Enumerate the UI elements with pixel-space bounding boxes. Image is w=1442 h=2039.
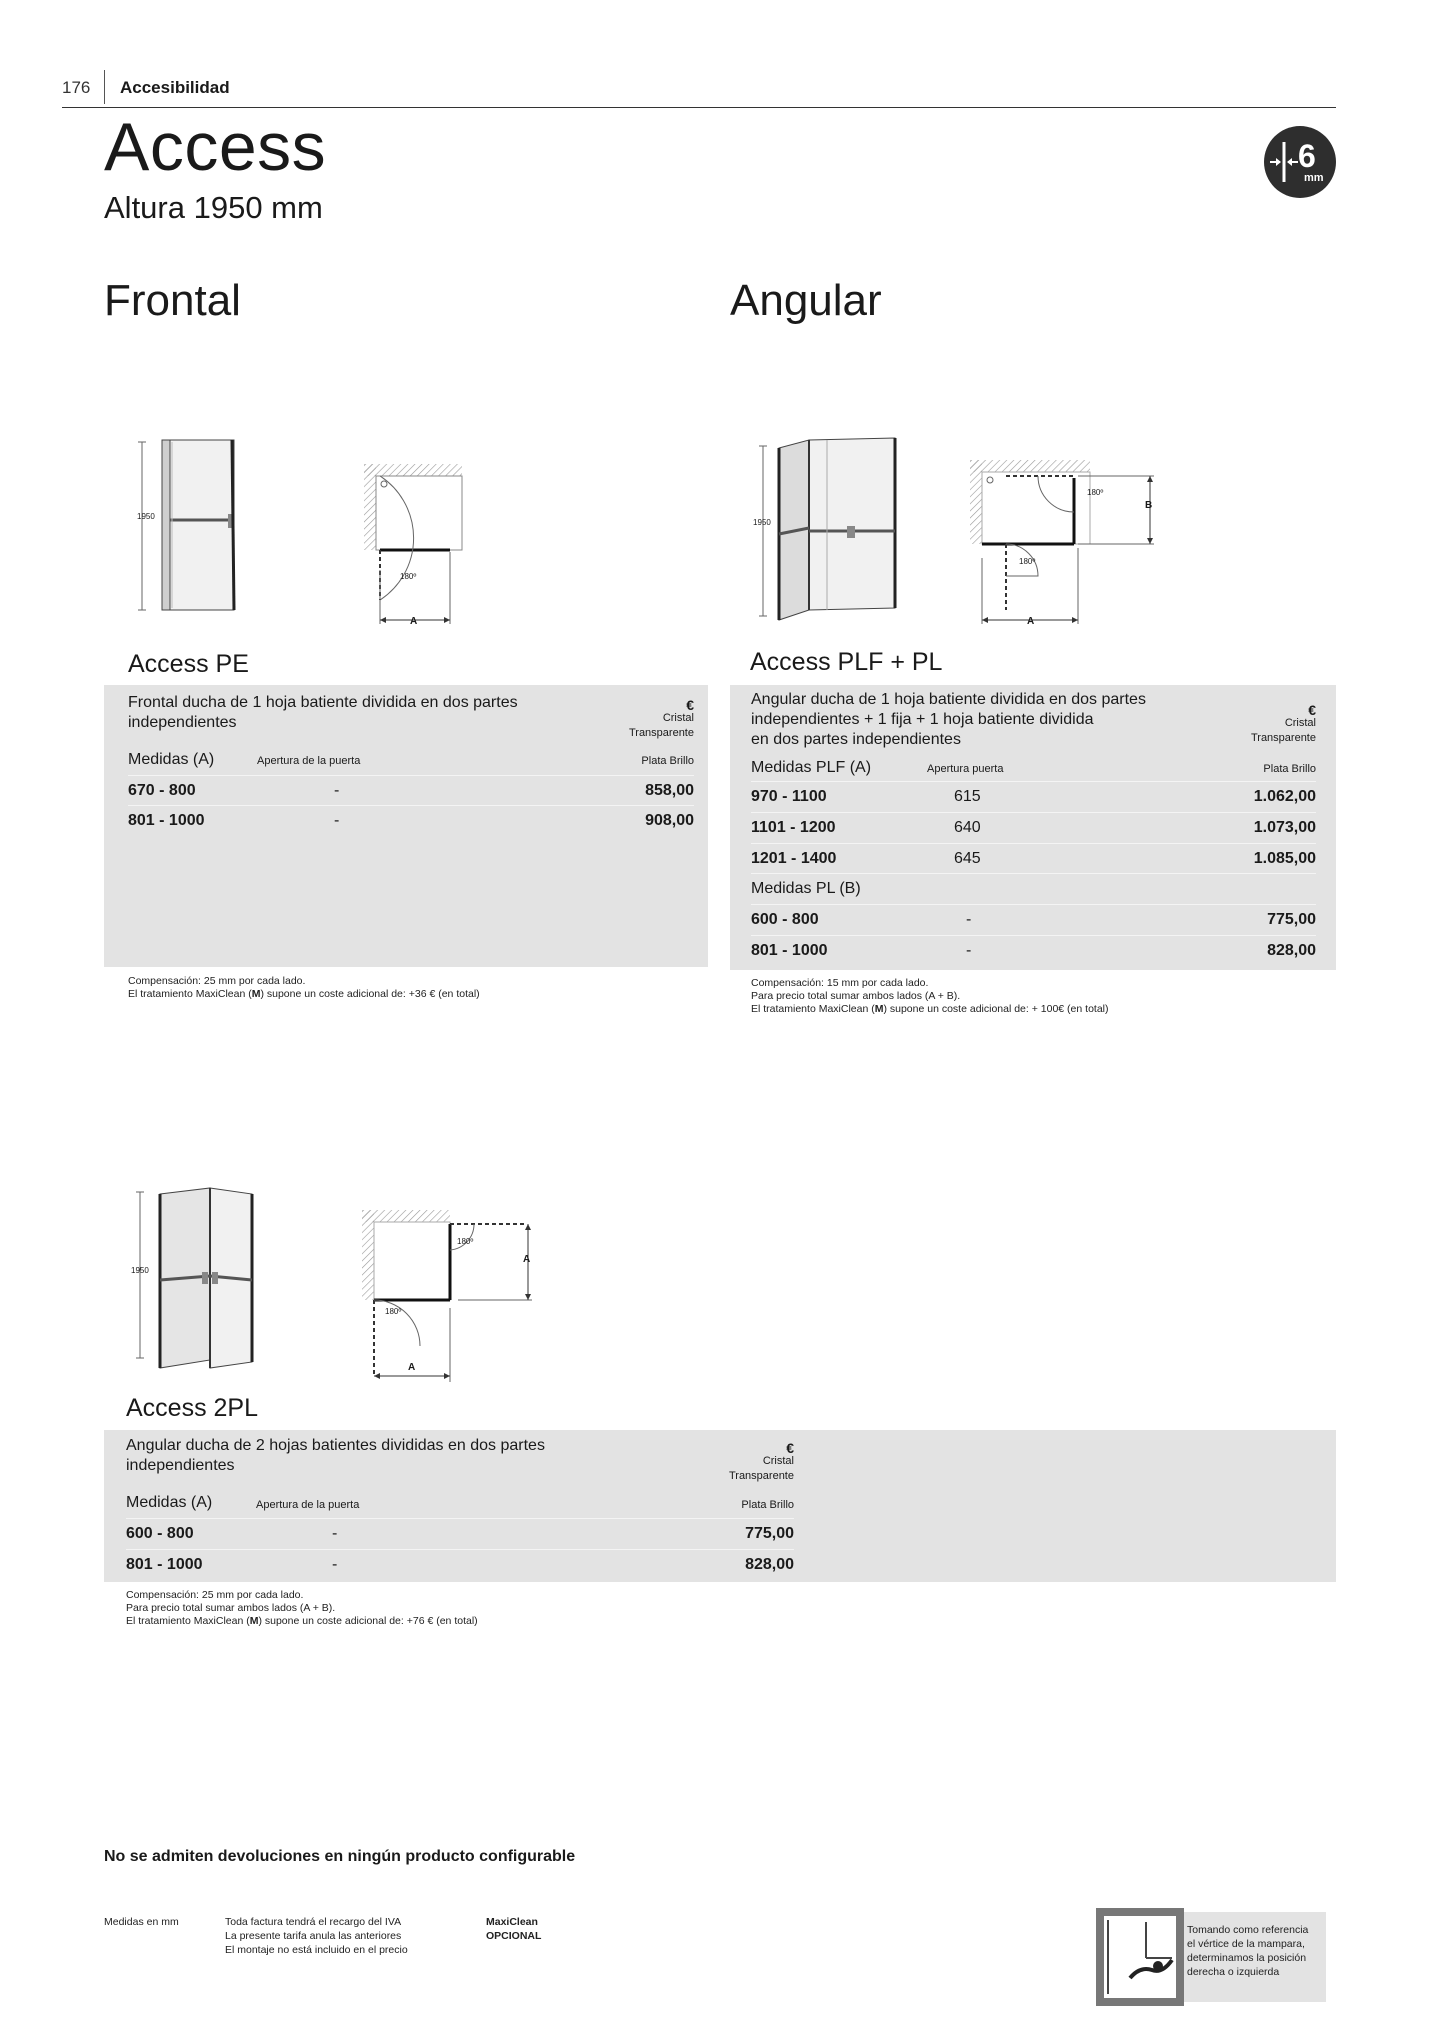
access-2pl-dim-a-bottom: A [408, 1362, 416, 1373]
angular-angle-label-1: 180º [1087, 488, 1104, 497]
table-row: 970 - 1100 615 1.062,00 [751, 781, 1316, 811]
access-2pl-plan-drawing [358, 1208, 538, 1384]
angular-dim-a: A [1027, 616, 1035, 627]
glass-type: Cristal Transparente [728, 1455, 794, 1482]
model-access-pe: Access PE [128, 650, 249, 678]
glass-type: Cristal Transparente [1250, 717, 1316, 744]
access-2pl-angle-label-1: 180º [457, 1237, 474, 1246]
frontal-shower-drawing [134, 432, 244, 622]
frontal-plan-drawing [360, 462, 470, 632]
access-2pl-dim-a-side: A [523, 1254, 531, 1265]
access-2pl-shower-drawing [132, 1180, 262, 1380]
table-row: 801 - 1000 - 828,00 [751, 935, 1316, 965]
table-row: 1201 - 1400 645 1.085,00 [751, 843, 1316, 873]
page-number: 176 [62, 78, 91, 97]
col-finish: Plata Brillo [1263, 763, 1316, 775]
maxiclean-note: MaxiClean OPCIONAL [486, 1916, 542, 1942]
col-finish: Plata Brillo [641, 755, 694, 767]
frontal-heading: Frontal [104, 276, 241, 325]
currency-symbol: € [686, 697, 694, 713]
frontal-angle-label: 180º [400, 572, 417, 581]
table-row: 801 - 1000 - 908,00 [128, 805, 694, 835]
frontal-dim-a: A [410, 616, 418, 627]
table-subheader-pl: Medidas PL (B) [751, 873, 1316, 903]
angular-height-label: 1950 [753, 518, 771, 527]
access-2pl-description: Angular ducha de 2 hojas batientes divididas en dos partes independientes [126, 1437, 545, 1474]
access-2pl-height-label: 1950 [131, 1266, 149, 1275]
invoice-notes: Toda factura tendrá el recargo del IVA La presente tarifa anula las anteriores El montaje no está incluido en el precio [225, 1916, 408, 1956]
model-access-plf-pl: Access PLF + PL [750, 648, 943, 676]
table-row: 1101 - 1200 640 1.073,00 [751, 812, 1316, 842]
currency-symbol: € [1308, 702, 1316, 718]
col-finish: Plata Brillo [741, 1499, 794, 1511]
currency-symbol: € [786, 1440, 794, 1456]
shower-position-icon [1100, 1912, 1180, 2002]
access-2pl-price-panel [104, 1430, 1336, 1582]
glass-thickness-badge [1264, 126, 1336, 198]
access-2pl-angle-label-2: 180º [385, 1307, 402, 1316]
header-separator [104, 70, 105, 104]
angular-dim-b: B [1145, 500, 1153, 511]
reference-box [1100, 1912, 1326, 2002]
model-access-2pl: Access 2PL [126, 1394, 259, 1422]
angular-shower-drawing [755, 430, 905, 630]
access-pe-notes: Compensación: 25 mm por cada lado. El tratamiento MaxiClean (M) supone un coste adicional de: +36 € (en total) [128, 975, 480, 1000]
badge-unit: mm [1304, 172, 1324, 184]
col-opening: Apertura de la puerta [257, 755, 361, 767]
table-row: 600 - 800 - 775,00 [126, 1518, 794, 1548]
no-returns-notice: No se admiten devoluciones en ningún producto configurable [104, 1848, 576, 1865]
table-row: 600 - 800 - 775,00 [751, 904, 1316, 934]
col-opening: Apertura de la puerta [256, 1499, 360, 1511]
angular-heading: Angular [730, 276, 882, 325]
col-measures-plf: Medidas PLF (A) [751, 759, 872, 776]
frontal-height-label: 1950 [137, 512, 155, 521]
access-pe-price-panel [104, 685, 708, 967]
col-measures: Medidas (A) [128, 751, 215, 768]
access-2pl-notes: Compensación: 25 mm por cada lado. Para precio total sumar ambos lados (A + B). El tratamiento MaxiClean (M) supone un coste adicional de: +76 € (en total) [126, 1589, 478, 1627]
access-plf-pl-notes: Compensación: 15 mm por cada lado. Para precio total sumar ambos lados (A + B). El tratamiento MaxiClean (M) supone un coste adicional de: + 100€ (en total) [751, 977, 1109, 1015]
table-row: 801 - 1000 - 828,00 [126, 1549, 794, 1579]
units-note: Medidas en mm [104, 1916, 179, 1928]
section-title: Accesibilidad [120, 78, 230, 97]
reference-note: Tomando como referencia el vértice de la mampara, determinamos la posición derecha o izquierda [1187, 1924, 1309, 1978]
page-subtitle: Altura 1950 mm [104, 190, 323, 225]
table-row: 670 - 800 - 858,00 [128, 775, 694, 805]
page-title: Access [104, 109, 327, 185]
access-plf-pl-price-panel [730, 685, 1336, 970]
access-pe-description: Frontal ducha de 1 hoja batiente dividida en dos partes independientes [128, 694, 518, 731]
col-measures: Medidas (A) [126, 1494, 213, 1511]
access-plf-pl-description: Angular ducha de 1 hoja batiente dividida en dos partes independientes + 1 fija + 1 hoja batiente dividida en dos partes independientes [751, 691, 1146, 748]
col-opening: Apertura puerta [927, 763, 1004, 775]
angular-plan-drawing [966, 458, 1166, 634]
badge-value: 6 [1298, 138, 1316, 174]
glass-type: Cristal Transparente [628, 712, 694, 739]
angular-angle-label-2: 180º [1019, 557, 1036, 566]
